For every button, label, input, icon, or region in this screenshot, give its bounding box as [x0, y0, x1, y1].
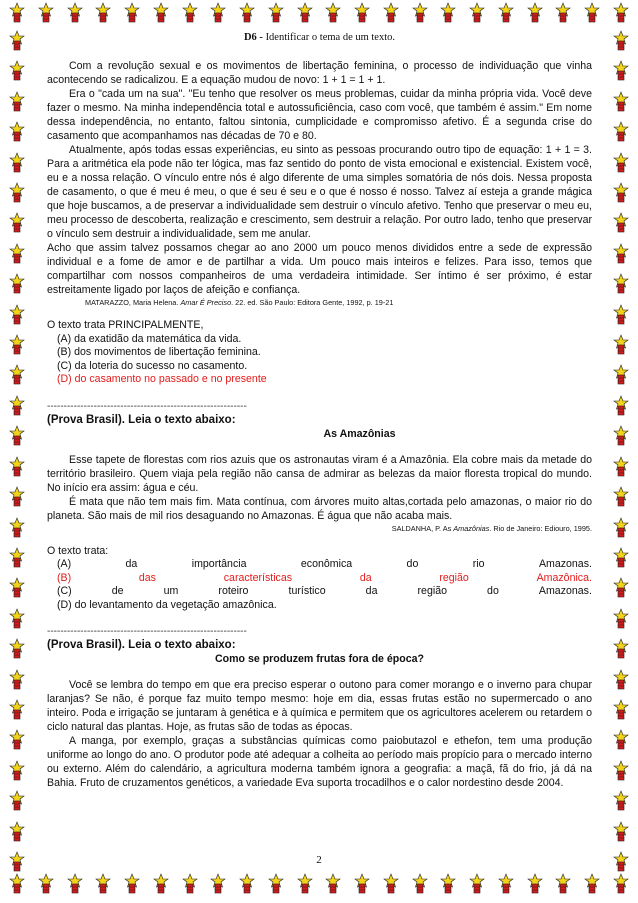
ornament-icon [322, 873, 344, 895]
ornament-icon [610, 517, 632, 539]
ornament-icon [409, 873, 431, 895]
word: da [125, 558, 138, 570]
ornament-icon [35, 2, 57, 24]
ornament-icon [6, 608, 28, 630]
ornament-icon [92, 873, 114, 895]
ornament-icon [6, 577, 28, 599]
ornament-icon [610, 243, 632, 265]
ornament-icon [6, 30, 28, 52]
ornament-icon [92, 2, 114, 24]
ornament-icon [6, 212, 28, 234]
ornament-icon [610, 91, 632, 113]
ornament-icon [610, 334, 632, 356]
text2-source: (Prova Brasil). Leia o texto abaixo: [47, 413, 236, 426]
ornament-icon [466, 2, 488, 24]
skill-code: D6 - [243, 32, 263, 43]
ornament-icon [121, 2, 143, 24]
citation-details: . Rio de Janeiro: Ediouro, 1995. [489, 523, 592, 533]
ornament-icon [6, 729, 28, 751]
word: (B) [57, 571, 72, 584]
separator-1: ------------------------------------------------------------ [47, 400, 247, 412]
separator-2: ------------------------------------------------------------ [47, 626, 247, 637]
word: do [487, 585, 499, 597]
ornament-icon [495, 2, 517, 24]
border-right [606, 30, 636, 873]
ornament-icon [6, 395, 28, 417]
ornament-icon [437, 873, 459, 895]
border-bottom [0, 873, 638, 903]
ornament-icon [610, 821, 632, 843]
ornament-icon [581, 873, 603, 895]
ornament-icon [581, 2, 603, 24]
citation-title: Amazônias [453, 523, 490, 533]
text3-paragraph-2: A manga, por exemplo, graças a substâncias químicas como paiobutazol e ethefon, tem uma produção uniforme ao longo do ano. O produtor pode até adequar a colheita ao período mais propício para o mercado interno ou externo. Além do calendário, a agricultura moderna também ignora a geografia: a maçã, fã do frio, já dá na Bahia. Fruto de cruzamentos genéticos, a variedade Eva suporta trocadilhos e o calor nordestino desde 2004. [47, 735, 592, 789]
word: Amazônica. [536, 571, 592, 584]
ornament-icon [6, 790, 28, 812]
ornament-icon [35, 873, 57, 895]
question1-option-b[interactable]: (B) dos movimentos de libertação feminina. [57, 346, 261, 358]
citation-author: MATARAZZO, Maria Helena. [85, 298, 179, 307]
ornament-icon [294, 873, 316, 895]
ornament-icon [6, 638, 28, 660]
ornament-icon [610, 760, 632, 782]
ornament-icon [6, 152, 28, 174]
ornament-icon [524, 2, 546, 24]
ornament-icon [6, 425, 28, 447]
ornament-icon [121, 873, 143, 895]
word: rio [472, 558, 485, 570]
ornament-icon [610, 395, 632, 417]
ornament-icon [6, 760, 28, 782]
ornament-icon [610, 364, 632, 386]
ornament-icon [179, 873, 201, 895]
page-number: 2 [316, 854, 322, 866]
ornament-icon [6, 304, 28, 326]
question2-option-a[interactable] [47, 558, 592, 572]
ornament-icon [610, 273, 632, 295]
ornament-icon [610, 669, 632, 691]
ornament-icon [351, 2, 373, 24]
ornament-icon [322, 2, 344, 24]
ornament-icon [351, 873, 373, 895]
ornament-icon [64, 873, 86, 895]
ornament-icon [207, 2, 229, 24]
ornament-icon [552, 873, 574, 895]
ornament-icon [610, 608, 632, 630]
ornament-icon [6, 273, 28, 295]
ornament-icon [610, 729, 632, 751]
word: importância [191, 558, 247, 570]
text3-title: Como se produzem frutas fora de época? [215, 653, 424, 665]
text3-paragraph-1: Você se lembra do tempo em que era preciso esperar o outono para comer morango e o inverno para chupar laranjas? Se não, é porque faz muito tempo mesmo: hoje em dia, essas frutas estão no supermercado o ano inteiro. Poda e irrigação se juntaram à genética e à química e permitem que os agricultores acelerem ou retardem o ciclo natural das plantas. Hoje, as frutas são de todas as épocas. [47, 679, 592, 733]
ornament-icon [150, 873, 172, 895]
page-content [47, 32, 592, 790]
ornament-icon [6, 364, 28, 386]
word: das [138, 571, 156, 584]
ornament-icon [6, 547, 28, 569]
text1-paragraph-3: Atualmente, após todas essas experiências, eu sinto as pessoas procurando outro tipo de equação: 1 + 1 = 3. Para a aritmética ela pode não ter lógica, mas faz sentido do ponto de vista emocional e existencial. Existem você, eu e a nossa relação. O vínculo entre nós é algo diferente de uma simples somatória de nós dois. Nessa proposta de casamento, o que é meu é meu, o que é seu é seu e o que é nosso é nosso. Talvez aí esteja a grande mágica que hoje buscamos, a de preservar a individualidade sem destruir o vínculo afetivo. Tenho que preservar o meu eu, meu processo de descoberta, realização e crescimento, sem destruir a relação. Por outro lado, tenho que preservar o vínculo sem destruir a individualidade, sem me anular. [47, 144, 592, 240]
ornament-icon [6, 486, 28, 508]
ornament-icon [610, 121, 632, 143]
ornament-icon [6, 669, 28, 691]
ornament-icon [610, 30, 632, 52]
border-left [2, 30, 32, 873]
ornament-icon [64, 2, 86, 24]
ornament-icon [6, 517, 28, 539]
ornament-icon [610, 212, 632, 234]
word: (A) [57, 558, 72, 570]
word: região [417, 585, 447, 597]
text2-citation [47, 524, 592, 533]
ornament-icon [236, 873, 258, 895]
skill-header [47, 32, 592, 43]
ornament-icon [437, 2, 459, 24]
ornament-icon [6, 91, 28, 113]
ornament-icon [610, 790, 632, 812]
text2-paragraph-1: Esse tapete de florestas com rios azuis que os astronautas viram é a Amazônia. Ela cobre mais da metade do território brasileiro. Quem viaja pela região não cansa de admirar as belezas da maior floresta tropical do mundo. No início era assim: água e céu. [47, 453, 592, 494]
question1-option-d-answer[interactable]: (D) do casamento no passado e no presente [57, 373, 267, 385]
ornament-icon [610, 304, 632, 326]
ornament-icon [610, 2, 632, 24]
ornament-icon [6, 873, 28, 895]
word: roteiro [218, 585, 249, 597]
ornament-icon [610, 638, 632, 660]
ornament-icon [265, 2, 287, 24]
ornament-icon [610, 699, 632, 721]
ornament-icon [207, 873, 229, 895]
ornament-icon [610, 425, 632, 447]
ornament-icon [610, 873, 632, 895]
ornament-icon [265, 873, 287, 895]
ornament-icon [6, 121, 28, 143]
ornament-icon [610, 60, 632, 82]
ornament-icon [179, 2, 201, 24]
ornament-icon [6, 456, 28, 478]
ornament-icon [6, 182, 28, 204]
ornament-icon [495, 873, 517, 895]
ornament-icon [6, 2, 28, 24]
ornament-icon [294, 2, 316, 24]
word: da [365, 585, 378, 597]
ornament-icon [6, 699, 28, 721]
word: do [406, 558, 419, 570]
question2-option-d[interactable]: (D) do levantamento da vegetação amazônica. [57, 598, 277, 611]
ornament-icon [610, 456, 632, 478]
word: de [111, 585, 124, 597]
citation-author: SALDANHA, P. As [391, 523, 452, 533]
word: características [223, 571, 293, 584]
question1-option-a[interactable]: (A) da exatidão da matemática da vida. [57, 332, 242, 345]
citation-title: Amar É Preciso [180, 298, 232, 307]
word: Amazonas. [538, 585, 592, 597]
word: econômica [300, 558, 353, 570]
ornament-icon [610, 547, 632, 569]
ornament-icon [6, 334, 28, 356]
skill-text: Identificar o tema de um texto. [265, 32, 396, 43]
text1-paragraph-1: Com a revolução sexual e os movimentos de libertação feminina, o processo de individuação que vinha acontecendo se radicalizou. E a equação mudou de novo: 1 + 1 = 1 + 1. [47, 60, 592, 86]
ornament-icon [610, 486, 632, 508]
question2-option-b-answer[interactable] [47, 572, 592, 586]
text3-source: (Prova Brasil). Leia o texto abaixo: [47, 639, 236, 651]
ornament-icon [150, 2, 172, 24]
ornament-icon [610, 152, 632, 174]
ornament-icon [466, 873, 488, 895]
ornament-icon [610, 577, 632, 599]
ornament-icon [236, 2, 258, 24]
text1-paragraph-4: Acho que assim talvez possamos chegar ao ano 2000 um pouco menos divididos entre a sede de expressão individual e a fome de amor e de partilhar a vida. Um pouco mais inteiros e felizes. Para isso, temos que compartilhar com nossos companheiros de uma verdadeira intimidade. Ser íntimo é ser próximo, é estar estreitamente ligado por laços de afeição e confiança. [47, 242, 592, 296]
question2-stem: O texto trata: [47, 544, 109, 557]
ornament-icon [6, 821, 28, 843]
ornament-icon [6, 60, 28, 82]
border-top [0, 2, 638, 32]
question1-option-c[interactable]: (C) da loteria do sucesso no casamento. [57, 359, 248, 372]
text2-title: As Amazônias [323, 427, 396, 440]
question1-stem: O texto trata PRINCIPALMENTE, [47, 319, 204, 331]
ornament-icon [380, 873, 402, 895]
ornament-icon [409, 2, 431, 24]
word: (C) [57, 585, 72, 597]
word: da [359, 571, 372, 584]
text1-citation [47, 298, 592, 307]
ornament-icon [524, 873, 546, 895]
word: um [163, 585, 179, 597]
word: turístico [288, 585, 326, 597]
text1-paragraph-2: Era o "cada um na sua". "Eu tenho que resolver os meus problemas, cuidar da minha própria vida. Você deve fazer o mesmo. Na minha independência total e autossuficiência, caso com você, que também é assim." Em nome dessa independência, no entanto, faltou sintonia, cumplicidade e compromisso afetivo. É a segunda crise do casamento que acompanhamos nas décadas de 70 e 80. [47, 88, 592, 142]
word: região [439, 571, 469, 584]
citation-details: . 22. ed. São Paulo: Editora Gente, 1992, p. 19-21 [231, 298, 394, 307]
ornament-icon [610, 182, 632, 204]
ornament-icon [380, 2, 402, 24]
ornament-icon [6, 243, 28, 265]
text2-paragraph-2: É mata que não tem mais fim. Mata contínua, com árvores muito altas,cortada pelo amazonas, o maior rio do planeta. São mais de mil rios desaguando no Amazonas. É água que não acaba mais. [47, 495, 592, 522]
ornament-icon [552, 2, 574, 24]
question2-option-c[interactable] [47, 585, 592, 599]
word: Amazonas. [538, 558, 592, 570]
